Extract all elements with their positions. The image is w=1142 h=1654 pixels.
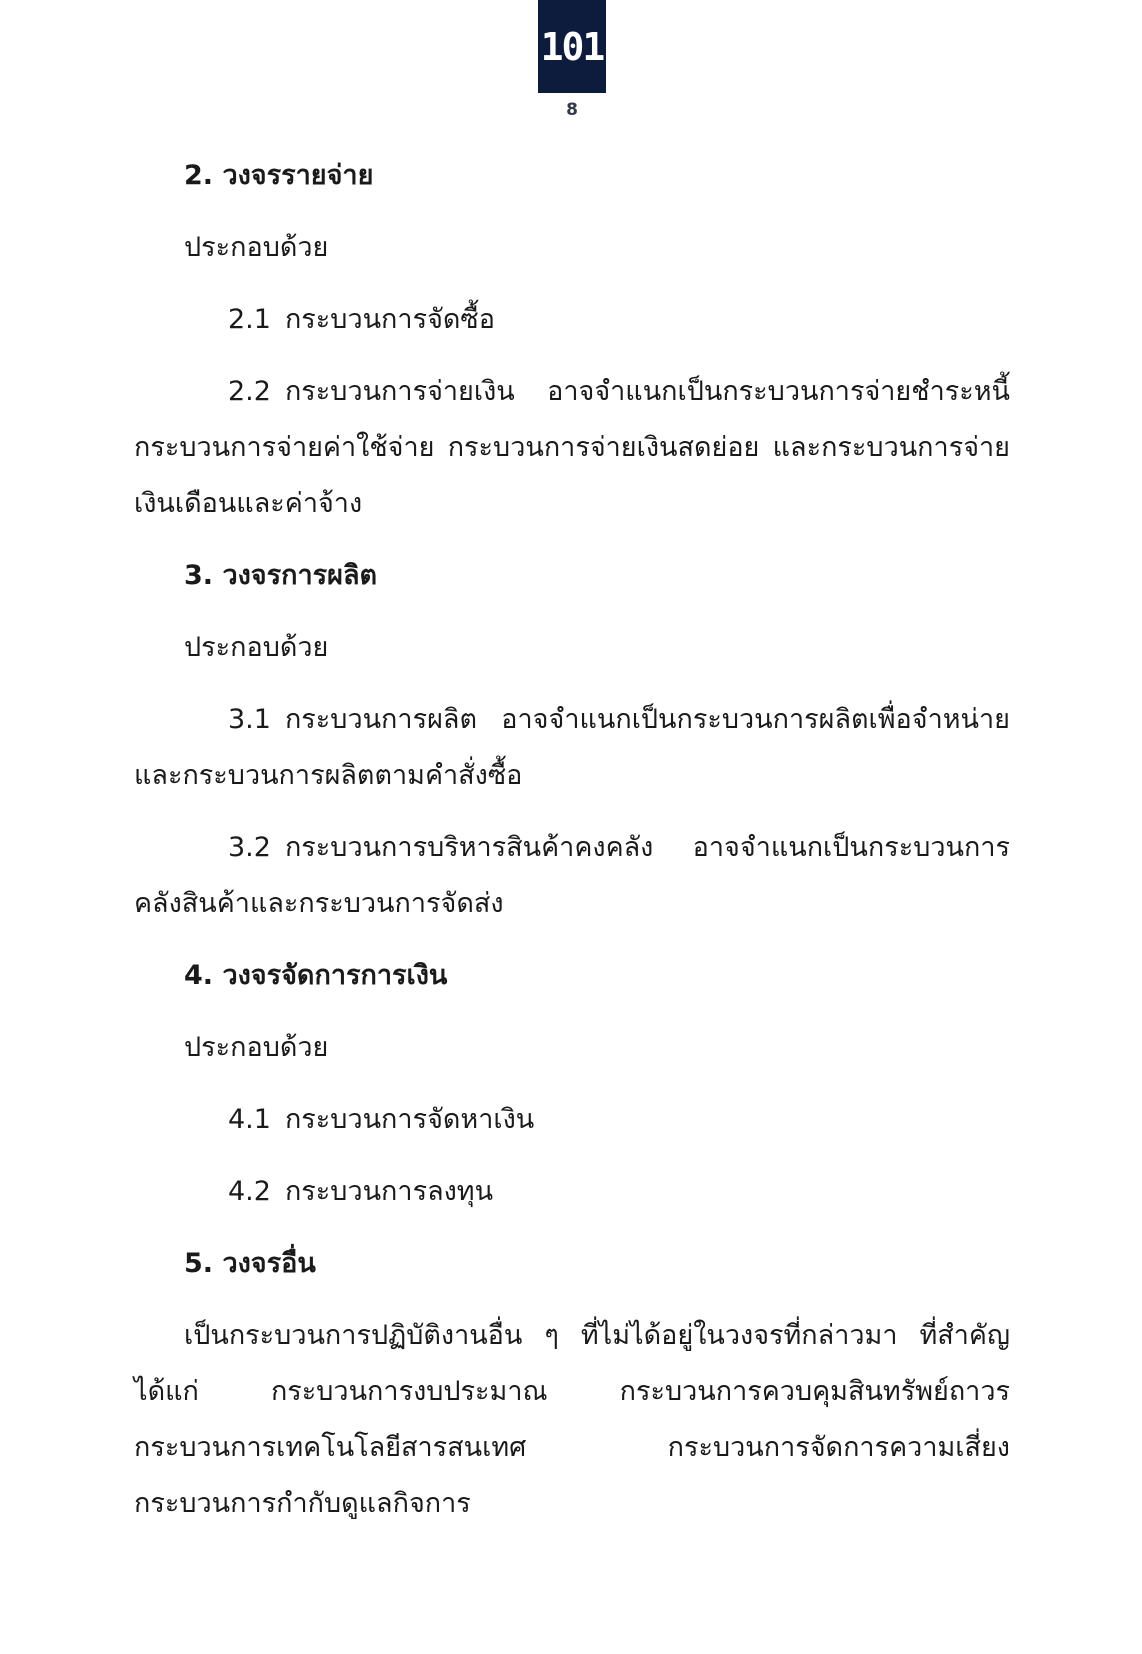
item-text: กระบวนการผลิต อาจจำแนกเป็นกระบวนการผลิตเพื่อจำหน่าย และกระบวนการผลิตตามคำสั่งซื้อ (134, 704, 1010, 791)
section-intro: ประกอบด้วย (184, 632, 329, 663)
item-number: 4.2 (228, 1176, 271, 1207)
item-text: กระบวนการบริหารสินค้าคงคลัง อาจจำแนกเป็นกระบวนการคลังสินค้าและกระบวนการจัดส่ง (134, 832, 1010, 919)
item-number: 3.1 (228, 704, 271, 735)
item-text: กระบวนการจัดซื้อ (284, 304, 495, 335)
list-item (134, 820, 1010, 932)
document-body (134, 148, 1010, 1532)
item-number: 2.1 (228, 304, 271, 335)
item-number: 4.1 (228, 1104, 271, 1135)
list-item (134, 1092, 1010, 1148)
item-text: กระบวนการลงทุน (284, 1176, 494, 1207)
publisher-logo (538, 0, 606, 93)
section-intro: ประกอบด้วย (184, 1032, 329, 1063)
item-text: กระบวนการจ่ายเงิน อาจจำแนกเป็นกระบวนการจ่ายชำระหนี้ กระบวนการจ่ายค่าใช้จ่าย กระบวนการจ่ายเงินสดย่อย และกระบวนการจ่ายเงินเดือนและค่าจ้าง (134, 376, 1010, 519)
section-intro: ประกอบด้วย (184, 232, 329, 263)
item-number: 3.2 (228, 832, 271, 863)
section-heading-expenditure-cycle: 2. วงจรรายจ่าย (184, 160, 374, 191)
section-paragraph: เป็นกระบวนการปฏิบัติงานอื่น ๆ ที่ไม่ได้อยู่ในวงจรที่กล่าวมา ที่สำคัญ ได้แก่ กระบวนการงบประมาณ กระบวนการควบคุมสินทรัพย์ถาวร กระบวนการเทคโนโลยีสารสนเทศ กระบวนการจัดการความเสี่ยง กระบวนการกำกับดูแลกิจการ (134, 1320, 1010, 1519)
list-item (134, 292, 1010, 348)
item-number: 2.2 (228, 376, 271, 407)
section-heading-other-cycles: 5. วงจรอื่น (184, 1248, 316, 1279)
list-item (134, 1164, 1010, 1220)
page-number: 8 (566, 100, 578, 120)
list-item (134, 364, 1010, 532)
logo-text: 101 (540, 24, 604, 69)
item-text: กระบวนการจัดหาเงิน (284, 1104, 535, 1135)
list-item (134, 692, 1010, 804)
section-heading-production-cycle: 3. วงจรการผลิต (184, 560, 378, 591)
section-heading-finance-cycle: 4. วงจรจัดการการเงิน (184, 960, 448, 991)
